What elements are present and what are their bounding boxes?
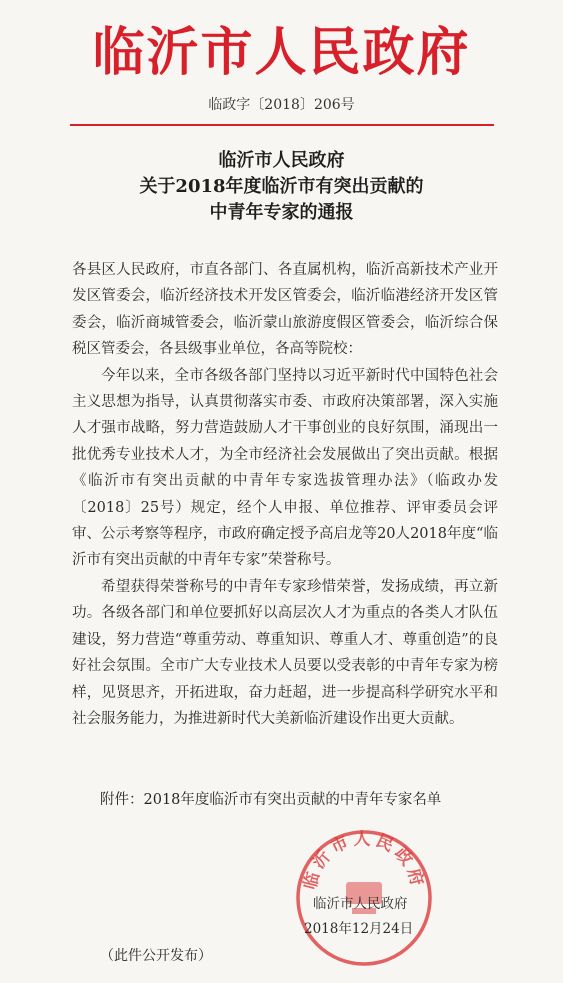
red-header-title: 临沂市人民政府 (92, 23, 471, 83)
attachment-line: 附件：2018年度临沂市有突出贡献的中青年专家名单 (100, 792, 442, 808)
document-number: 临政字〔2018〕206号 (208, 97, 355, 113)
title-line-3: 中青年专家的通报 (209, 202, 354, 223)
addressees: 各县区人民政府，市直各部门、各直属机构，临沂高新技术产业开发区管委会，临沂经济技术开发区管委会，临沂临港经济开发区管委会，临沂商城管委会，临沂蒙山旅游度假区管委会，临沂综合保税区管委会，各县级事业单位，各高等院校： (72, 262, 498, 358)
publish-note: （此件公开发布） (100, 948, 212, 964)
issue-date: 2018年12月24日 (304, 921, 414, 937)
body-paragraph-2: 希望获得荣誉称号的中青年专家珍惜荣誉，发扬成绩，再立新功。各级各部门和单位要抓好以高层次人才为重点的各类人才队伍建设，努力营造“尊重劳动、尊重知识、尊重人才、尊重创造”的良好社会氛围。全市广大专业技术人员要以受表彰的中青年专家为榜样，见贤思齐，开拓进取，奋力赶超，进一步提高科学研究水平和社会服务能力，为推进新时代大美新临沂建设作出更大贡献。 (72, 578, 498, 727)
title-line-1: 临沂市人民政府 (218, 150, 345, 171)
document-body (72, 257, 498, 732)
svg-text:临沂市人民政府: 临沂市人民政府 (300, 829, 428, 892)
document-title (0, 148, 563, 226)
red-divider-line (70, 124, 494, 126)
issuer-signature: 临沂市人民政府 (313, 896, 408, 912)
title-line-2: 关于2018年度临沂市有突出贡献的 (139, 176, 424, 197)
body-paragraph-1: 今年以来，全市各级各部门坚持以习近平新时代中国特色社会主义思想为指导，认真贯彻落实市委、市政府决策部署，深入实施人才强市战略，努力营造鼓励人才干事创业的良好氛围，涌现出一批优秀专业技术人才，为全市经济社会发展做出了突出贡献。根据《临沂市有突出贡献的中青年专家选拔管理办法》（临政办发〔2018〕25号）规定，经个人申报、单位推荐、评审委员会评审、公示考察等程序，市政府确定授予高启龙等20人2018年度“临沂市有突出贡献的中青年专家”荣誉称号。 (72, 367, 498, 569)
